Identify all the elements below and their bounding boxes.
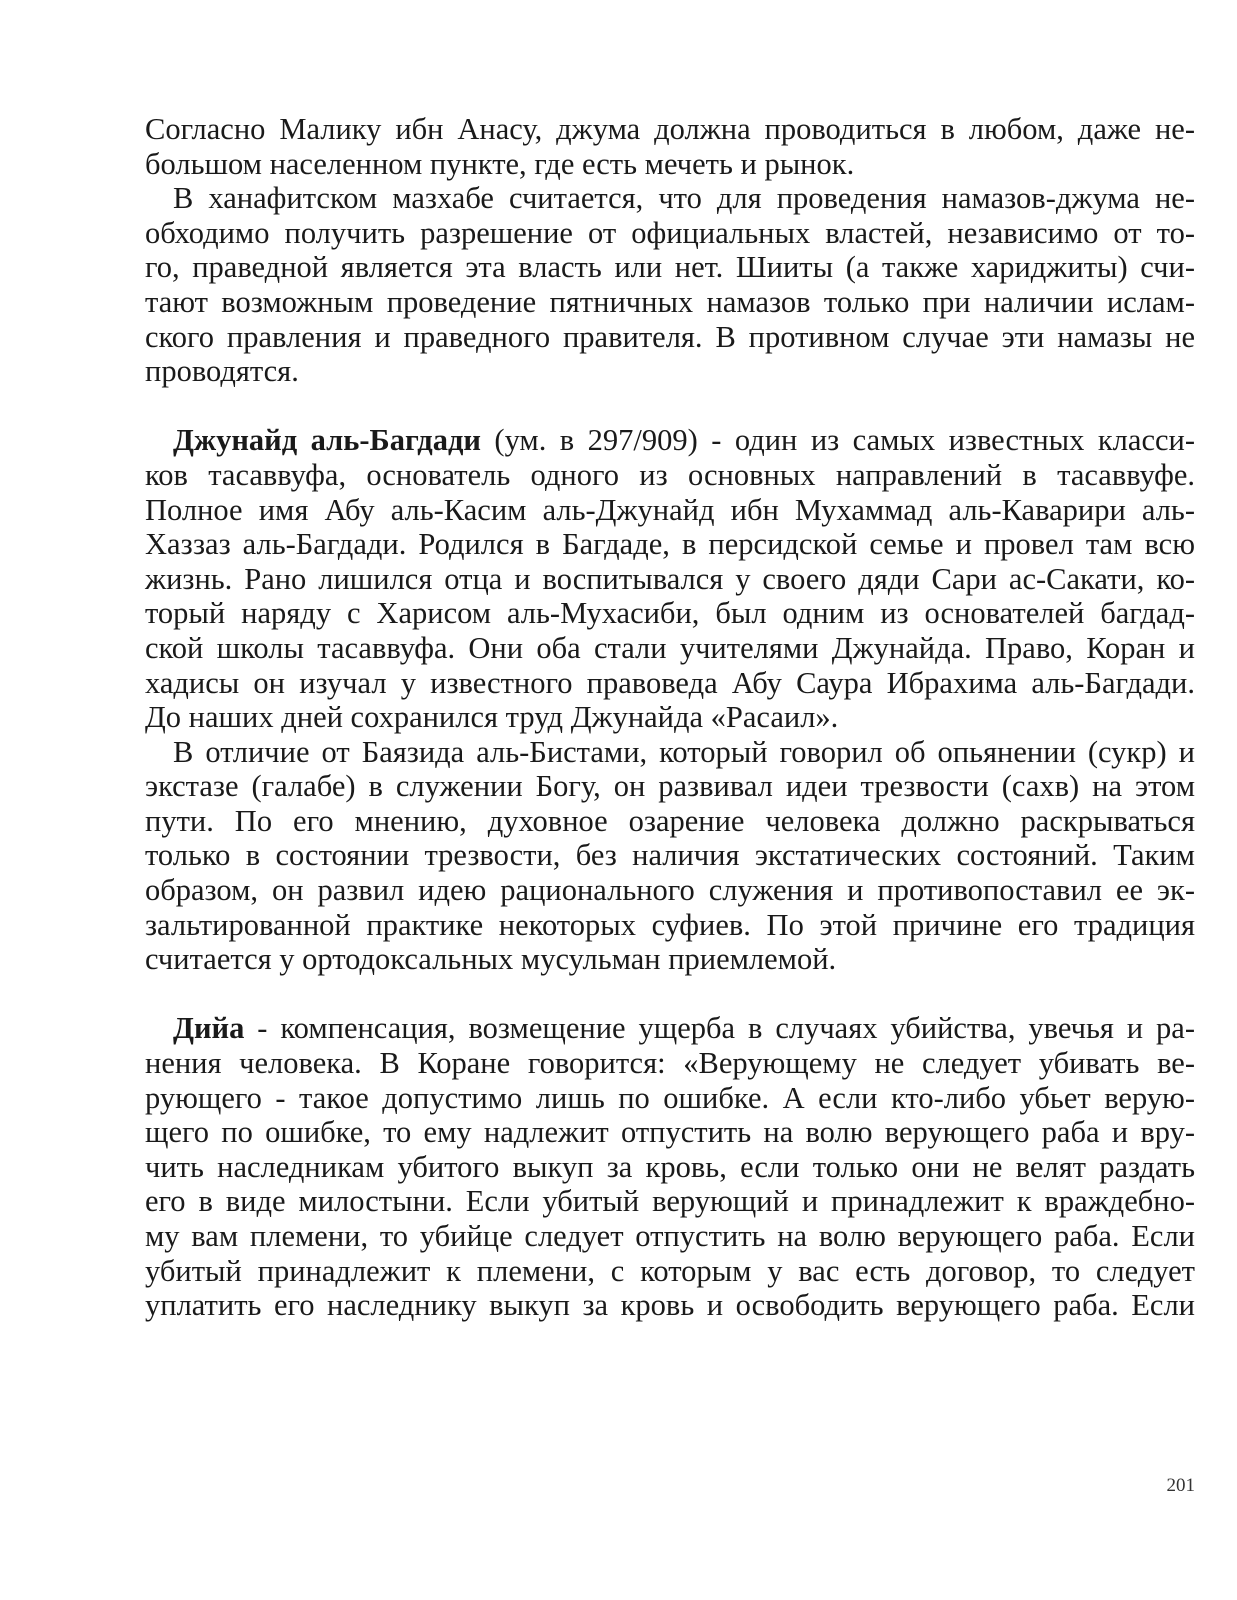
text-line: большом населенном пункте, где есть мечеть и рынок.	[145, 146, 855, 181]
text-line: ской школы тасаввуфа. Они оба стали учителями Джунайда. Право, Коран и	[145, 630, 1195, 665]
text-line: рующего - такое допустимо лишь по ошибке. А если кто-либо убьет верую-	[145, 1080, 1195, 1115]
page-number: 201	[1166, 1475, 1195, 1496]
paragraph-gap	[145, 389, 1195, 424]
text-line: образом, он развил идею рационального служения и противопоставил ее эк-	[145, 873, 1195, 908]
body-text	[145, 112, 1195, 1323]
text-line: Хаззаз аль-Багдади. Родился в Багдаде, в персидской семье и провел там всю	[145, 527, 1195, 562]
text-line: только в состоянии трезвости, без наличия экстатических состояний. Таким	[145, 838, 1195, 873]
text-line: До наших дней сохранился труд Джунайда «Расаил».	[145, 700, 839, 735]
entry-heading-line	[145, 1011, 1195, 1046]
paragraph-juma-hanafi	[145, 181, 1195, 389]
text-line: щего по ошибке, то ему надлежит отпустить на волю верующего раба и вру-	[145, 1115, 1195, 1150]
text-line: нения человека. В Коране говорится: «Верующему не следует убивать ве-	[145, 1046, 1195, 1081]
entry-definition-start: (ум. в 297/909) - один из самых известных класси-	[480, 423, 1195, 458]
text-line: чить наследникам убитого выкуп за кровь, если только они не велят раздать	[145, 1149, 1195, 1184]
text-line: тают возможным проведение пятничных намазов только при наличии ислам-	[145, 284, 1195, 319]
entry-junayd	[145, 423, 1195, 734]
entry-term: Джунайд аль-Багдади	[173, 423, 481, 458]
paragraph-gap	[145, 977, 1195, 1012]
text-line: го, праведной является эта власть или нет. Шииты (а также хариджиты) счи-	[145, 250, 1195, 285]
paragraph-junayd-sobriety	[145, 735, 1195, 977]
text-line: экстазе (галабе) в служении Богу, он развивал идеи трезвости (сахв) на этом	[145, 769, 1195, 804]
entry-diya	[145, 1011, 1195, 1322]
text-line: Полное имя Абу аль-Касим аль-Джунайд ибн Мухаммад аль-Каварири аль-	[145, 492, 1195, 527]
entry-term: Дийа	[173, 1011, 245, 1046]
text-line: убитый принадлежит к племени, с которым у вас есть договор, то следует	[145, 1253, 1195, 1288]
text-line: ского правления и праведного правителя. В противном случае эти намазы не	[145, 319, 1195, 354]
text-line: торый наряду с Харисом аль-Мухасиби, был одним из основателей багдад-	[145, 596, 1195, 631]
text-line: Согласно Малику ибн Анасу, джума должна проводиться в любом, даже не-	[145, 112, 1195, 146]
text-line: обходимо получить разрешение от официальных властей, независимо от то-	[145, 215, 1195, 250]
text-line: ков тасаввуфа, основатель одного из основных направлений в тасаввуфе.	[145, 457, 1195, 492]
entry-definition-start: - компенсация, возмещение ущерба в случаях убийства, увечья и ра-	[244, 1011, 1195, 1046]
text-line: пути. По его мнению, духовное озарение человека должно раскрываться	[145, 803, 1195, 838]
text-line: зальтированной практике некоторых суфиев. По этой причине его традиция	[145, 907, 1195, 942]
entry-heading-line	[145, 423, 1195, 458]
text-line: проводятся.	[145, 354, 299, 389]
text-line: считается у ортодоксальных мусульман приемлемой.	[145, 942, 837, 977]
text-line: В отличие от Баязида аль-Бистами, который говорил об опьянении (сукр) и	[173, 734, 1195, 769]
text-line: жизнь. Рано лишился отца и воспитывался у своего дяди Сари ас-Сакати, ко-	[145, 561, 1195, 596]
paragraph-juma-malik	[145, 112, 1195, 181]
text-line: хадисы он изучал у известного правоведа Абу Саура Ибрахима аль-Багдади.	[145, 665, 1195, 700]
text-line: В ханафитском мазхабе считается, что для проведения намазов-джума не-	[173, 181, 1195, 216]
text-line: му вам племени, то убийце следует отпустить на волю верующего раба. Если	[145, 1219, 1195, 1253]
text-line: уплатить его наследнику выкуп за кровь и освободить верующего раба. Если	[145, 1288, 1195, 1323]
text-line: его в виде милостыни. Если убитый верующий и принадлежит к враждебно-	[145, 1184, 1195, 1219]
